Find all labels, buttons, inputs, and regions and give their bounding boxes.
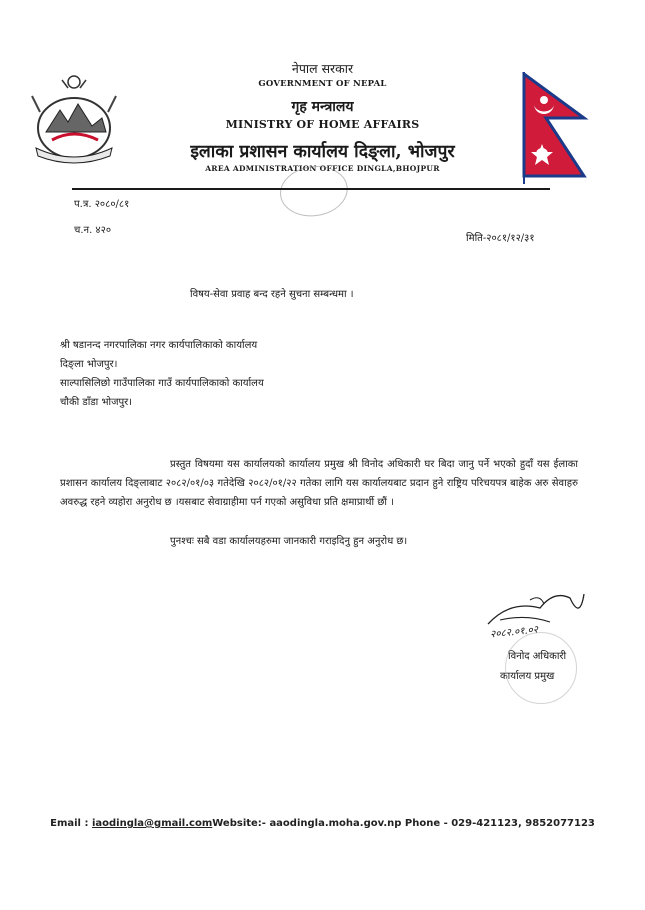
email-link[interactable]: iaodingla@gmail.com <box>91 818 213 829</box>
recipient-line: दिङ्ला भोजपुर। <box>60 359 118 370</box>
website-text: Website:- aaodingla.moha.gov.np <box>212 818 402 829</box>
signature-date: २०८२.०१.०२ <box>489 624 539 641</box>
header-govt-english: GOVERNMENT OF NEPAL <box>258 79 387 89</box>
signatory-title: कार्यालय प्रमुख <box>500 671 555 682</box>
header-ministry-nepali: गृह मन्त्रालय <box>291 99 354 115</box>
letter-date: मिति-२०८१/१२/३१ <box>466 233 535 244</box>
postscript-paragraph: पुनश्चः सबै वडा कार्यालयहरुमा जानकारी गराइदिनु हुन अनुरोध छ। <box>170 536 408 547</box>
dispatch-number: च.न. ४२० <box>74 225 112 236</box>
body-paragraph: प्रस्तुत विषयमा यस कार्यालयको कार्यालय प्रमुख श्री विनोद अधिकारी घर बिदा जानु पर्ने भएको हुदाँ यस ईलाका प्रशासन कार्यालय दिङ्लाबाट २०८२/०१/०३ गतेदेखि २०८२/०१/२२ गतेका लागि यस कार्यालयबाट प्रदान हुने राष्ट्रिय परिचयपत्र बाहेक अरु सेवाहरु अवरुद्ध रहने व्यहोरा अनुरोध छ ।यसबाट सेवाग्राहीमा पर्न गएको असुविधा प्रति क्षमाप्रार्थी छौं । <box>60 459 578 508</box>
letter-number: प.त्र. २०८०/८१ <box>74 199 130 210</box>
header-govt-nepali: नेपाल सरकार <box>291 61 354 76</box>
header-office-nepali: इलाका प्रशासन कार्यालय दिङ्ला, भोजपुर <box>190 142 455 162</box>
email-label: Email : <box>50 818 92 829</box>
recipient-line: साल्पासिलिछो गाउँपालिका गाउँ कार्यपालिकाको कार्यालय <box>60 378 264 389</box>
footer-contact <box>0 818 645 829</box>
recipient-line: श्री षडानन्द नगरपालिका नगर कार्यपालिकाको कार्यालय <box>60 340 258 351</box>
header-office-english: AREA ADMINISTRATION OFFICE DINGLA,BHOJPUR <box>205 164 440 173</box>
header-ministry-english: MINISTRY OF HOME AFFAIRS <box>225 118 420 131</box>
recipient-list <box>60 336 264 412</box>
header-divider <box>72 188 550 190</box>
subject-line: विषय-सेवा प्रवाह बन्द रहने सुचना सम्बन्धमा । <box>190 289 354 300</box>
signatory-name: विनोद अधिकारी <box>508 651 567 662</box>
phone-text: Phone - 029-421123, 9852077123 <box>401 818 595 829</box>
recipient-line: चौकी डाँडा भोजपुर। <box>60 397 133 408</box>
signature-stamp <box>505 632 577 704</box>
